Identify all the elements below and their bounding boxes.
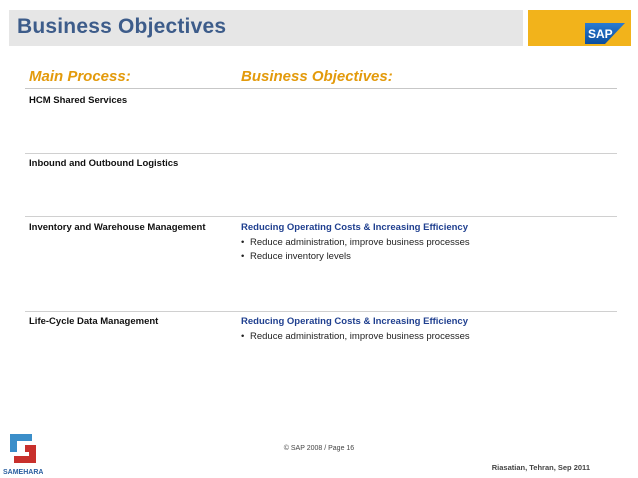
row-process-logistics: Inbound and Outbound Logistics [29, 158, 179, 169]
page-footer: © SAP 2008 / Page 16 [283, 445, 355, 452]
author-footer: Riasatian, Tehran, Sep 2011 [491, 463, 590, 472]
row-process-inventory: Inventory and Warehouse Management [29, 222, 206, 233]
svg-text:SAP: SAP [588, 27, 613, 41]
objective-bullet: • Reduce administration, improve business processes [241, 237, 470, 248]
row-divider [25, 216, 617, 217]
samehara-logo-icon [3, 432, 43, 476]
row-process-lifecycle: Life-Cycle Data Management [29, 316, 159, 327]
column-header-process: Main Process: [29, 68, 131, 85]
row-divider [25, 311, 617, 312]
column-header-objectives: Business Objectives: [241, 68, 393, 85]
svg-text:SAMEHARA: SAMEHARA [3, 469, 43, 476]
page-title: Business Objectives [17, 15, 227, 38]
sap-logo-icon [585, 23, 625, 44]
logo-box [528, 10, 631, 46]
objective-bullet: • Reduce inventory levels [241, 251, 351, 262]
row-divider [25, 153, 617, 154]
header-divider [25, 88, 617, 89]
row-process-hcm: HCM Shared Services [29, 95, 128, 106]
objective-heading: Reducing Operating Costs & Increasing Efficiency [241, 316, 468, 327]
title-bar [9, 10, 523, 46]
objective-heading: Reducing Operating Costs & Increasing Efficiency [241, 222, 468, 233]
objective-bullet: • Reduce administration, improve business processes [241, 331, 470, 342]
